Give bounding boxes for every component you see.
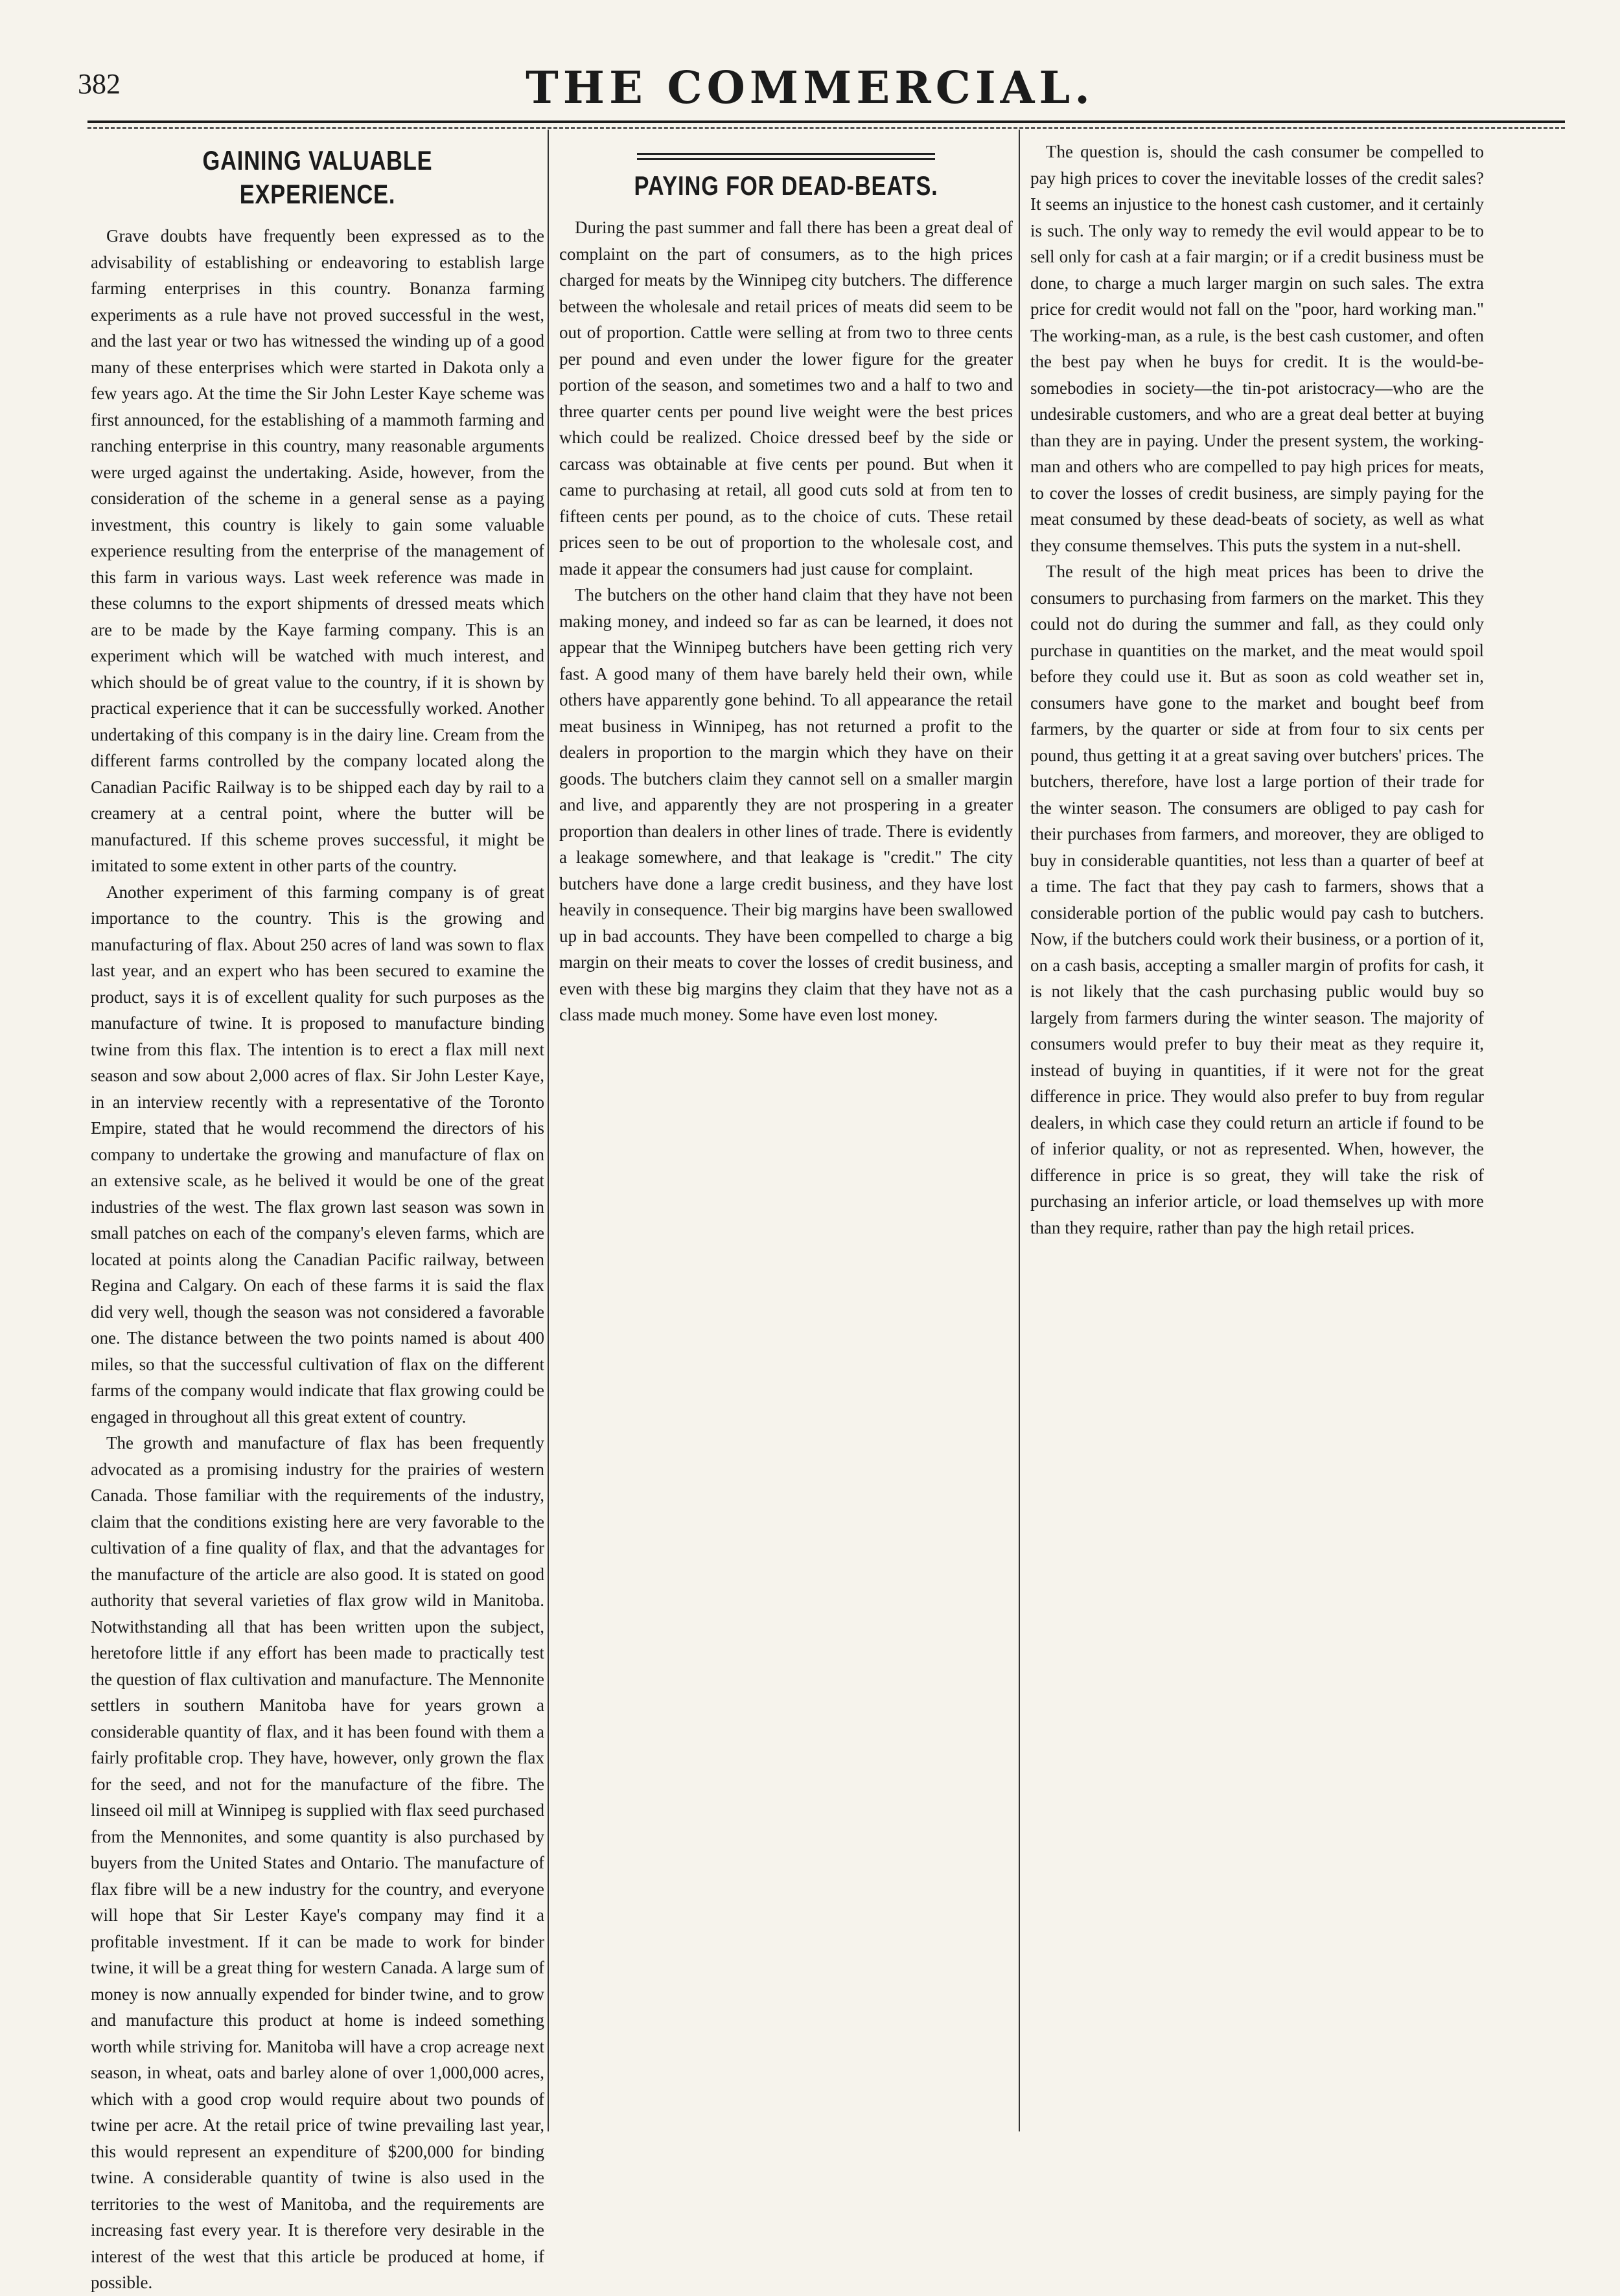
article-paragraph: The question is, should the cash consumer be compelled to pay high prices to cover the inevitable losses of the credit sales? It seems an injustice to the honest cash customer, and it certainly is such. The only way to remedy the evil would appear to be to sell only for cash at a fair margin; or if a credit business must be done, to charge a much larger margin on such sales. The extra price for credit would not fall on the "poor, hard working man." The working-man, as a rule, is the best cash customer, and often the best pay when he buys for credit. It is the would-be-somebodies in society—the tin-pot aristocracy—who are the undesirable customers, and who are a great deal better at buying than they are in paying. Under the present system, the working-man and others who are compelled to pay high prices for meats, to cover the losses of credit business, are simply paying for the meat consumed by these dead-beats of society, as well as what they consume themselves. This puts the system in a nut-shell.	[1030, 142, 1484, 555]
column-1	[91, 139, 544, 2292]
article-separator	[637, 153, 935, 160]
article-paragraph: The growth and manufacture of flax has been frequently advocated as a promising industry for the prairies of western Canada. Those familiar with the requirements of the industry, claim that the conditions existing here are very favorable to the cultivation of a fine quality of flax, and that the advantages for the manufacture of the article are also good. It is stated on good authority that several varieties of flax grow wild in Manitoba. Notwithstanding all that has been written upon the subject, heretofore little if any effort has been made to practically test the question of flax cultivation and manufacture. The Mennonite settlers in southern Manitoba have for years grown a considerable quantity of flax, and it has been found with them a fairly profitable crop. They have, however, only grown the flax for the seed, and not for the manufacture of the fibre. The linseed oil mill at Winnipeg is supplied with flax seed purchased from the Mennonites, and some quantity is also purchased by buyers from the United States and Ontario. The manufacture of flax fibre will be a new industry for the country, and everyone will hope that Sir Lester Kaye's company may find it a profitable investment. If it can be made to work for binder twine, it will be a great thing for western Canada. A large sum of money is now annually expended for binder twine, and to grow and manufacture this product at home is indeed something worth while striving for. Manitoba will have a crop acreage next season, in wheat, oats and barley alone of over 1,000,000 acres, which with a good crop would require about two pounds of twine per acre. At the retail price of twine prevailing last year, this would represent an expenditure of $200,000 for binding twine. A considerable quantity of twine is also used in the territories to the west of Manitoba, and the requirements are increasing fast every year. It is therefore very desirable in the interest of the west that this article be produced at home, if possible.	[91, 1433, 544, 2292]
article-paragraph: The butchers on the other hand claim that they have not been making money, and indeed so far as can be learned, it does not appear that the Winnipeg butchers have been getting rich very fast. A good many of them have barely held their own, while others have apparently gone behind. To all appearance the retail meat business in Winnipeg, has not returned a profit to the dealers in proportion to the margin which they have on their goods. The butchers claim they cannot sell on a smaller margin and live, and apparently they are not prospering in a greater proportion than dealers in other lines of trade. There is evidently a leakage somewhere, and that leakage is "credit." The city butchers have done a large credit business, and they have lost heavily in consequence. Their big margins have been swallowed up in bad accounts. They have been compelled to charge a big margin on their meats to cover the losses of credit business, and even with these big margins they claim that they have not as a class made much money. Some have even lost money.	[559, 585, 1013, 1024]
article-heading: GAINING VALUABLE EXPERIENCE.	[202, 145, 433, 209]
article-paragraph: Another experiment of this farming company is of great importance to the country. This is the growing and manufacturing of flax. About 250 acres of land was sown to flax last year, and an expert who has been secured to examine the product, says it is of excellent quality for such purposes as the manufacture of twine. It is proposed to manufacture binding twine from this flax. The intention is to erect a flax mill next season and sow about 2,000 acres of flax. Sir John Lester Kaye, in an interview recently with a representative of the Toronto Empire, stated that he would recommend the directors of his company to undertake the growing and manufacture of flax on an extensive scale, as he belived it would be one of the great industries of the west. The flax grown last season was sown in small patches on each of the company's eleven farms, which are located at points along the Canadian Pacific railway, between Regina and Calgary. On each of these farms it is said the flax did very well, though the season was not considered a favorable one. The distance between the two points named is about 400 miles, so that the successful cultivation of flax on the different farms of the company would indicate that flax growing could be engaged in throughout all this great extent of country.	[91, 882, 544, 1427]
column-divider	[1019, 130, 1020, 2131]
masthead-rule	[87, 121, 1565, 123]
article-paragraph: Grave doubts have frequently been expressed as to the advisability of establishing or endeavoring to establish large farming enterprises in this country. Bonanza farming experiments as a rule have not proved successful in the west, and the last year or two has witnessed the winding up of a good many of these enterprises which were started in Dakota only a few years ago. At the time the Sir John Lester Kaye scheme was first announced, for the establishing of a mammoth farming and ranching enterprise in this country, many reasonable arguments were urged against the undertaking. Aside, however, from the consideration of the scheme in a general sense as a paying investment, this country is likely to gain some valuable experience resulting from the enterprise of the management of this farm in various ways. Last week reference was made in these columns to the export shipments of dressed meats which are to be made by the Kaye farming company. This is an experiment which will be watched with much interest, and which should be of great value to the country, if it is shown by practical experience that it can be successfully worked. Another undertaking of this company is in the dairy line. Cream from the different farms controlled by the company located along the Canadian Pacific Railway is to be shipped each day by rail to a creamery at a central point, where the butter will be manufactured. If this scheme proves successful, it might be imitated to some extent in other parts of the country.	[91, 226, 544, 875]
column-divider	[548, 130, 549, 2131]
article-heading: PAYING FOR DEAD-BEATS.	[634, 170, 938, 201]
masthead	[0, 0, 1620, 123]
masthead-dashed-rule	[87, 127, 1565, 129]
newspaper-title: THE COMMERCIAL.	[526, 62, 1094, 114]
article-paragraph: The result of the high meat prices has been to drive the consumers to purchasing from farmers on the market. This they could not do during the summer and fall, as they could only purchase in quantities on the market, and the meat would spoil before they could use it. But as soon as cold weather set in, consumers have gone to the market and bought beef from farmers, by the quarter or side at from four to six cents per pound, thus getting it at a great saving over butchers' prices. The butchers, therefore, have lost a large portion of their trade for the winter season. The consumers are obliged to pay cash for their purchases from farmers, and moreover, they are obliged to buy in considerable quantities, not less than a quarter of beef at a time. The fact that they pay cash to farmers, shows that a considerable portion of the public would pay cash to butchers. Now, if the butchers could work their business, or a portion of it, on a cash basis, accepting a smaller margin of profits for cash, it is not likely that the cash purchasing public would buy so largely from farmers during the winter season. The majority of consumers would prefer to buy their meat as they require it, instead of buying in quantities, if it were not for the great difference in price. They would also prefer to buy from regular dealers, in which case they could return an article if found to be of inferior quality, or not as represented. When, however, the difference in price is so great, they will take the risk of purchasing an inferior article, or load themselves up with more than they require, rather than pay the high retail prices.	[1030, 562, 1484, 1237]
column-2	[559, 139, 1013, 2115]
article-paragraph: During the past summer and fall there has been a great deal of complaint on the part of consumers, as to the high prices charged for meats by the Winnipeg city butchers. The difference between the wholesale and retail prices of meats did seem to be out of proportion. Cattle were selling at from two to three cents per pound and even under the lower figure for the greater portion of the season, and sometimes two and a half to two and three quarter cents per pound live weight were the best prices which could be realized. Choice dressed beef by the side or carcass was obtainable at five cents per pound. But when it came to purchasing at retail, all good cuts sold at from ten to fifteen cents per pound, as to the choice of cuts. These retail prices seen to be out of proportion to the wholesale cost, and made it appear the consumers had just cause for complaint.	[559, 218, 1013, 579]
column-3	[1030, 139, 1484, 2115]
page-number: 382	[78, 68, 121, 100]
